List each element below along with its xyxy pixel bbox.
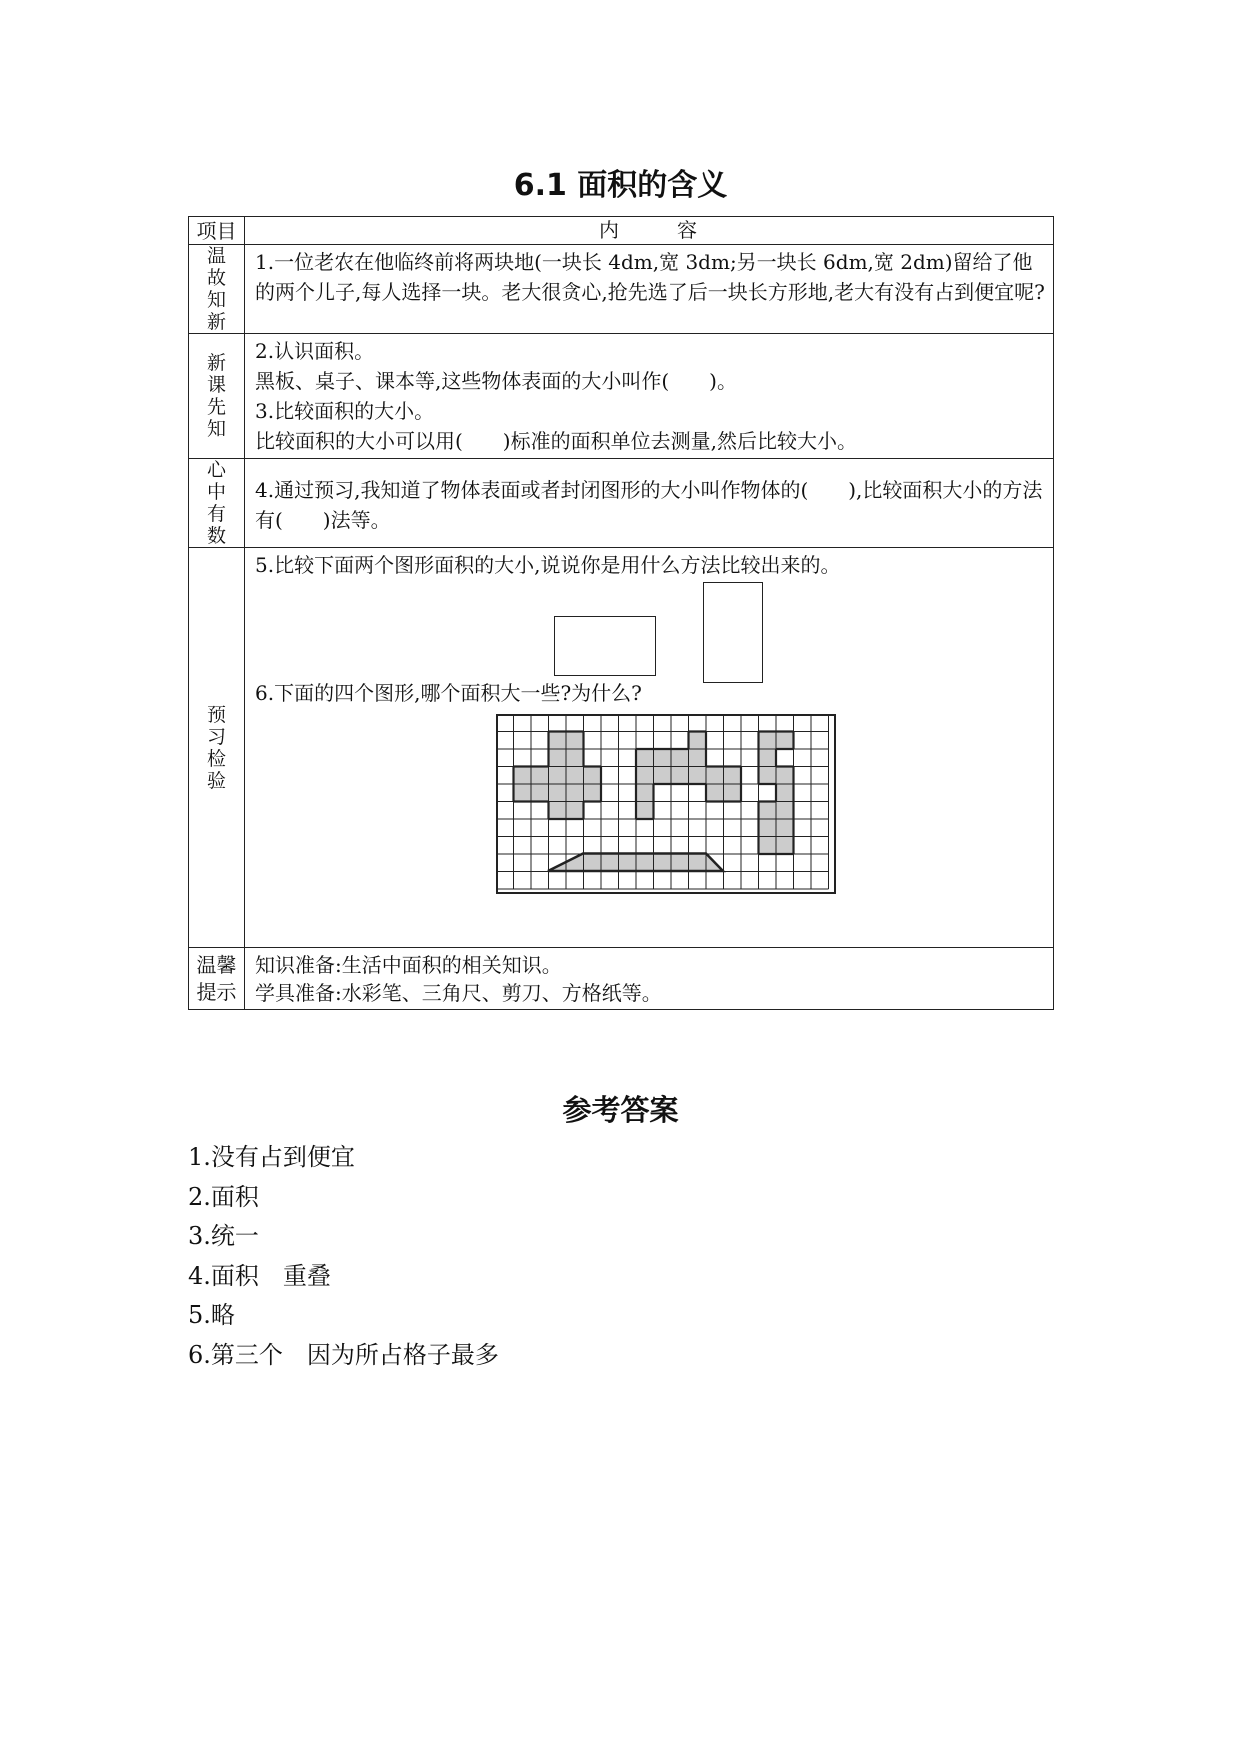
row-label-review: 温 故 知 新 <box>189 245 245 334</box>
row-content-preview <box>245 334 1054 459</box>
shaded-cell <box>636 767 654 785</box>
answers-list <box>188 1138 499 1375</box>
shaded-cell <box>549 784 567 802</box>
tall-rectangle <box>703 582 763 683</box>
shaded-cell <box>636 784 654 802</box>
table-row-tips <box>189 948 1054 1010</box>
question-3-text: 比较面积的大小可以用( )标准的面积单位去测量,然后比较大小。 <box>255 429 857 453</box>
tip-knowledge: 知识准备:生活中面积的相关知识。 <box>255 953 562 977</box>
shaded-cell <box>776 784 794 802</box>
row-content-tips <box>245 948 1054 1010</box>
shaded-cell <box>514 784 532 802</box>
answer-item: 1.没有占到便宜 <box>188 1143 355 1171</box>
row-content-review <box>245 245 1054 334</box>
table-row-preview <box>189 334 1054 459</box>
header-content: 内 容 <box>245 217 1054 245</box>
shaded-cell <box>759 819 777 837</box>
table-row-summary <box>189 459 1054 548</box>
shaded-cell <box>636 802 654 820</box>
shaded-cell <box>776 767 794 785</box>
row-label-tips: 温馨 提示 <box>189 948 245 1010</box>
shaded-cell <box>671 767 689 785</box>
row-label-check: 预 习 检 验 <box>189 548 245 948</box>
row-content-summary <box>245 459 1054 548</box>
row-label-summary: 心 中 有 数 <box>189 459 245 548</box>
shaded-cell <box>706 784 724 802</box>
shaded-cell <box>584 767 602 785</box>
shaded-cell <box>759 767 777 785</box>
shaded-cell <box>724 784 742 802</box>
question-2-title: 2.认识面积。 <box>255 339 375 363</box>
shaded-cell <box>776 837 794 855</box>
table-row-review <box>189 245 1054 334</box>
shaded-cell <box>776 802 794 820</box>
question-6: 6.下面的四个图形,哪个面积大一些?为什么? <box>255 681 642 705</box>
shaded-cell <box>566 802 584 820</box>
shaded-cell <box>776 732 794 750</box>
shaded-cell <box>514 767 532 785</box>
shaded-cell <box>584 784 602 802</box>
shaded-cell <box>566 784 584 802</box>
shaded-cell <box>759 837 777 855</box>
question-5: 5.比较下面两个图形面积的大小,说说你是用什么方法比较出来的。 <box>255 553 841 577</box>
answers-title: 参考答案 <box>562 1093 679 1127</box>
shaded-cell <box>549 767 567 785</box>
row-content-check <box>245 548 1054 948</box>
shaded-cell <box>759 749 777 767</box>
table-header-row <box>189 217 1054 245</box>
shaded-cell <box>566 732 584 750</box>
header-item: 项目 <box>189 217 245 245</box>
shaded-cell <box>689 749 707 767</box>
shaded-cell <box>654 749 672 767</box>
wide-rectangle <box>554 616 656 676</box>
shaded-cell <box>759 732 777 750</box>
shaded-cell <box>759 802 777 820</box>
shaded-cell <box>706 767 724 785</box>
question-1: 1.一位老农在他临终前将两块地(一块长 4dm,宽 3dm;另一块长 6dm,宽 2dm)留给了他的两个儿子,每人选择一块。老大很贪心,抢先选了后一块长方形地,老大有没有占到便宜呢? <box>255 250 1045 304</box>
shaded-cell <box>566 749 584 767</box>
shaded-cell <box>724 767 742 785</box>
answer-item: 5.略 <box>188 1301 235 1329</box>
figure-area <box>255 550 1045 945</box>
question-3-title: 3.比较面积的大小。 <box>255 399 435 423</box>
shaded-cell <box>549 749 567 767</box>
shaded-cell <box>549 732 567 750</box>
shaded-cell <box>689 732 707 750</box>
shaded-cell <box>689 767 707 785</box>
answer-item: 3.统一 <box>188 1222 259 1250</box>
shaded-cell <box>531 784 549 802</box>
question-2-text: 黑板、桌子、课本等,这些物体表面的大小叫作( )。 <box>255 369 737 393</box>
answer-item: 4.面积 重叠 <box>188 1261 331 1290</box>
row-label-preview: 新 课 先 知 <box>189 334 245 459</box>
page-title: 6.1 面积的含义 <box>513 168 728 203</box>
shaded-cell <box>671 749 689 767</box>
answer-item: 2.面积 <box>188 1182 259 1211</box>
grid-figure <box>496 714 838 896</box>
question-4: 4.通过预习,我知道了物体表面或者封闭图形的大小叫作物体的( ),比较面积大小的方法有( )法等。 <box>255 478 1043 532</box>
shaded-cell <box>636 749 654 767</box>
table-row-check <box>189 548 1054 948</box>
shaded-cell <box>566 767 584 785</box>
shaded-cell <box>776 819 794 837</box>
shaded-cell <box>549 802 567 820</box>
shaded-cell <box>531 767 549 785</box>
tip-tools: 学具准备:水彩笔、三角尺、剪刀、方格纸等。 <box>255 981 662 1005</box>
answer-item: 6.第三个 因为所占格子最多 <box>188 1340 499 1369</box>
shaded-cell <box>654 767 672 785</box>
worksheet-table <box>188 216 1054 1010</box>
